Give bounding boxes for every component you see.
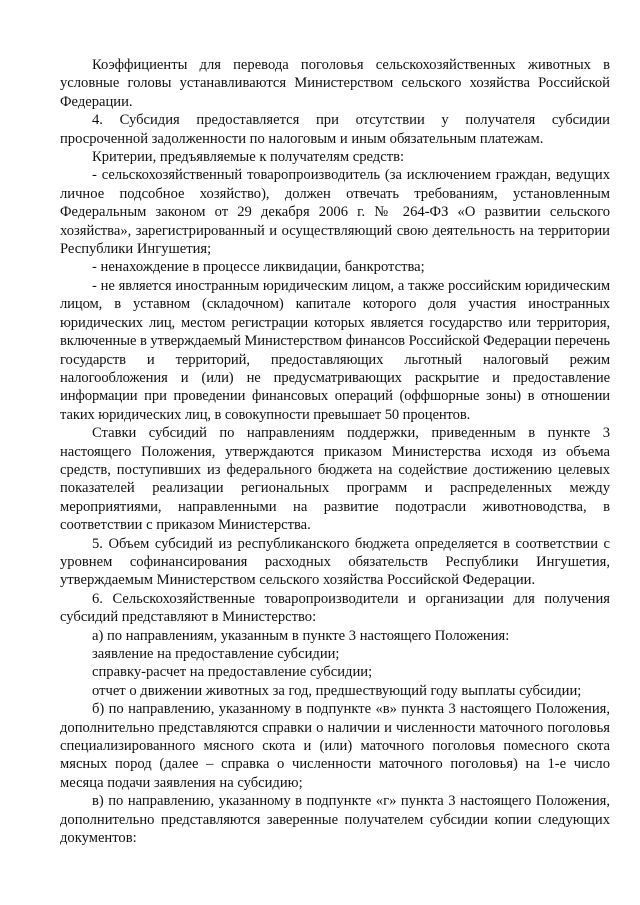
paragraph-item-5: 5. Объем субсидий из республиканского бюджета определяется в соответствии с уровнем софинансирования расходных обязательств Республики Ингушетия, утверждаемым Министерством сельского хозяйства Российской Федерации. [60,535,610,589]
paragraph-application: заявление на предоставление субсидии; [92,646,340,662]
document-body [60,56,610,847]
paragraph-animal-report: отчет о движении животных за год, предшествующий году выплаты субсидии; [92,682,582,699]
paragraph-criterion-producer: - сельскохозяйственный товаропроизводитель (за исключением граждан, ведущих личное подсобное хозяйство), должен отвечать требованиям, установленным Федеральным законом от 29 декабря 2006 г. № 264-ФЗ «О развитии сельского хозяйства», зарегистрированный и осуществляющий свою деятельность на территории Республики Ингушетия; [60,167,610,258]
paragraph-item-6b: б) по направлению, указанному в подпункте «в» пункта 3 настоящего Положения, дополнительно представляются справки о наличии и численности маточного поголовья специализированного мясного скота и (или) маточного поголовья помесного скота мясных пород (далее – справка о численности маточного поголовья) на 1-е число месяца подачи заявления на субсидию; [60,701,610,791]
paragraph-criterion-liquidation: - ненахождение в процессе ликвидации, банкротства; [92,259,425,276]
paragraph-criteria-heading: Критерии, предъявляемые к получателям средств: [92,149,405,166]
paragraph-item-6: 6. Сельскохозяйственные товаропроизводители и организации для получения субсидий представляют в Министерство: [60,590,610,626]
paragraph-coefficients: Коэффициенты для перевода поголовья сельскохозяйственных животных в условные головы устанавливаются Министерством сельского хозяйства Российской Федерации. [60,57,610,110]
paragraph-calculation-certificate: справку-расчет на предоставление субсидии; [92,664,373,681]
paragraph-subsidy-rates: Ставки субсидий по направлениям поддержки, приведенным в пункте 3 настоящего Положения, утверждаются приказом Министерства исходя из объема средств, поступивших из федерального бюджета на содействие достижению целевых показателей реализации региональных программ и распределенных между мероприятиями, направленными на развитие подотрасли животноводства, в соответствии с приказом Министерства. [60,425,610,534]
paragraph-item-4: 4. Субсидия предоставляется при отсутствии у получателя субсидии просроченной задолженности по налоговым и иным обязательным платежам. [60,112,610,147]
paragraph-item-6a: а) по направлениям, указанным в пункте 3 настоящего Положения: [92,627,510,644]
paragraph-item-6v: в) по направлению, указанному в подпункте «г» пункта 3 настоящего Положения, дополнительно представляются заверенные получателем субсидии копии следующих документов: [60,793,610,847]
paragraph-criterion-foreign-entity: - не является иностранным юридическим лицом, а также российским юридическим лицом, в уставном (складочном) капитале которого доля участия иностранных юридических лиц, местом регистрации которых является государство или территория, включенные в утверждаемый Министерством финансов Российской Федерации перечень государств и территорий, предоставляющих льготный налоговый режим налогообложения и (или) не предусматривающих раскрытие и предоставление информации при проведении финансовых операций (оффшорные зоны) в отношении таких юридических лиц, в совокупности превышает 50 процентов. [60,277,610,423]
